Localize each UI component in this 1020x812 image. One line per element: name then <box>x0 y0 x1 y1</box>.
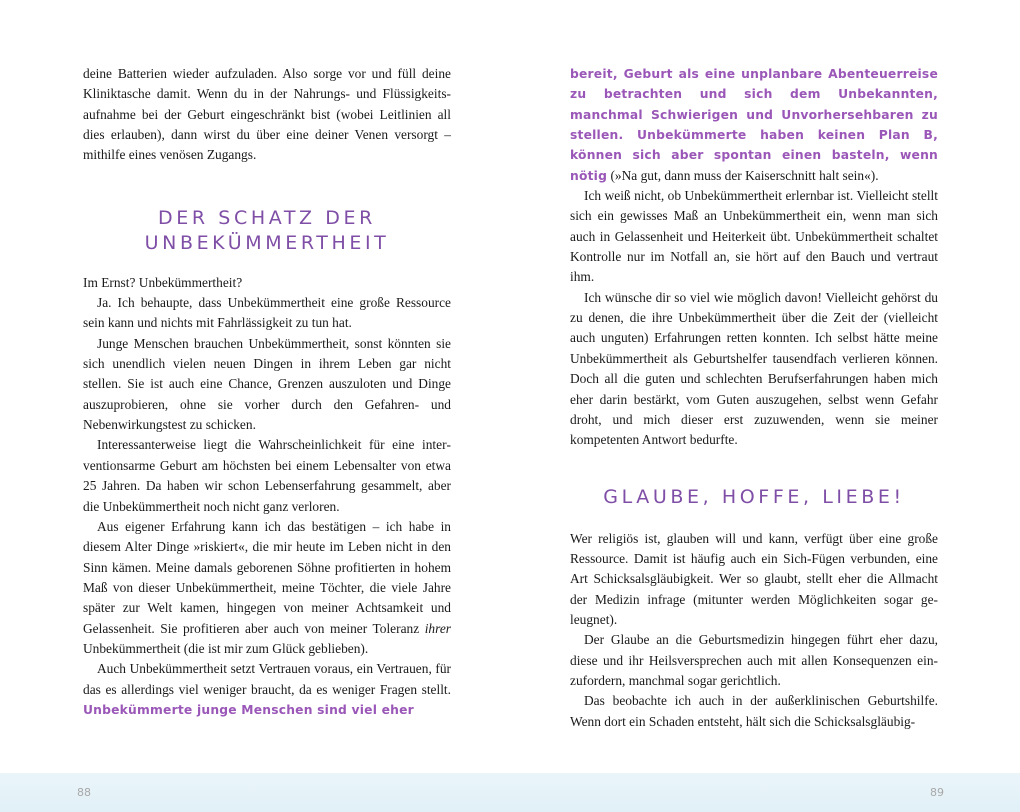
paragraph: Junge Menschen brauchen Unbekümmertheit, sonst könnten sie sich unendlich vielen neuen Dingen in ihrem Leben gar nicht stellen. Sie ist auch eine Chance, Grenzen auszuloten und Dinge auszuprobieren, ohne sie vorher durch den Gefahren- und Nebenwirkungstest zu schicken. <box>83 335 451 433</box>
paragraph-intro: deine Batterien wieder aufzuladen. Also sorge vor und füll deine Kliniktasche damit. Wenn du in der Nahrungs- und Flüssigkeitsaufnahme bei der Geburt eingeschränkt bist (wobei Leitlinien all dies erlauben), dann wirst du über eine deiner Venen versorgt – mithilfe eines venösen Zugangs. <box>83 66 451 163</box>
heading-line-1: DER SCHATZ DER <box>158 206 376 229</box>
paragraph-text: Aus eigener Erfahrung kann ich das bestätigen – ich habe in diesem Alter Dinge »riskiert«, die mir heute im Leben nicht in den Sinn kämen. Meine damals geborenen Söhne profitierten in hohem Maß von dieser Unbekümmertheit, meine Töchter, die viele Jahre später zur Welt kamen, hingegen von meiner Achtsamkeit und Gelassenheit. Sie profitieren aber auch von meiner Toleranz <box>83 518 451 636</box>
paragraph: Wer religiös ist, glauben will und kann, verfügt über eine große Ressource. Damit ist häufig auch ein Sich-Fügen verbunden, eine Art Schicksalsgläubigkeit. Wer so glaubt, stellt eher die Allmacht der Medizin infrage (mitunter werden Möglichkeiten sogar geleugnet). <box>570 530 938 627</box>
page-number-left: 88 <box>77 786 91 799</box>
highlighted-text: Unbekümmerte junge Menschen sind viel eher <box>83 702 414 717</box>
right-page <box>570 64 938 732</box>
paragraph-text-end: Unbekümmertheit (die ist mir zum Glück geblieben). <box>83 640 369 656</box>
footer-band <box>0 773 1020 812</box>
paragraph: Ich weiß nicht, ob Unbekümmertheit erlernbar ist. Vielleicht stellt sich ein gewisses Maß an Unbekümmertheit ein, wenn man sich auch in Gelassenheit und Heiterkeit übt. Unbekümmertheit schaltet Kontrolle nur im Notfall an, sie hört auf den Bauch und vertraut ihm. <box>570 188 938 285</box>
italic-word: ihrer <box>424 620 451 636</box>
paragraph-text: Auch Unbekümmertheit setzt Vertrauen voraus, ein Vertrauen, für das es allerdings viel weniger braucht, da es weniger Fragen stellt. <box>83 661 451 697</box>
paragraph: Im Ernst? Unbekümmertheit? <box>83 274 243 290</box>
paragraph-continued <box>570 64 938 186</box>
paragraph <box>83 517 451 659</box>
paragraph: Interessanterweise liegt die Wahrscheinlichkeit für eine interventionsarme Geburt am höchsten bei einem Lebensalter von etwa 25 Jahren. Da haben wir schon Lebenserfahrung gesammelt, aber die Unbekümmertheit noch nicht ganz verloren. <box>83 437 451 514</box>
left-page <box>83 64 451 720</box>
highlighted-text: bereit, Geburt als eine unplanbare Abenteuerreise zu betrachten und sich dem Unbekannten, manchmal Schwierigen und Unvorhersehbaren zu stellen. Unbekümmerte haben keinen Plan B, können sich aber spontan einen basteln, wenn nötig <box>570 67 938 183</box>
paragraph-text: (»Na gut, dann muss der Kaiserschnitt halt sein«). <box>610 167 879 183</box>
heading-line-2: UNBEKÜMMERTHEIT <box>144 231 390 254</box>
paragraph: Ich wünsche dir so viel wie möglich davon! Vielleicht gehörst du zu denen, die ihre Unbekümmertheit über die Zeit der (vielleicht auch unguten) Erfahrungen retten konnten. Ich selbst hätte meine Unbekümmertheit als Geburtshelfer tausendfach verlieren können. Doch all die guten und schlechten Berufserfahrungen haben mich eher darin bestärkt, vom Guten auszugehen, selbst wenn Gefahr droht, und mich dieser erst zuzuwenden, wenn sie meiner kompetenten Antwort bedurfte. <box>570 289 938 448</box>
page-number-right: 89 <box>930 786 944 799</box>
section-heading-unbekuemmertheit <box>83 206 451 256</box>
paragraph <box>83 659 451 720</box>
paragraph: Das beobachte ich auch in der außerklinischen Geburtshilfe. Wenn dort ein Schaden entsteht, hält sich die Schicksalsgläubig- <box>570 693 938 729</box>
section-heading-glaube: GLAUBE, HOFFE, LIEBE! <box>603 485 905 508</box>
paragraph: Ja. Ich behaupte, dass Unbekümmertheit eine große Ressource sein kann und nichts mit Fahrlässigkeit zu tun hat. <box>83 295 451 331</box>
paragraph: Der Glaube an die Geburtsmedizin hingegen führt eher dazu, diese und ihr Heilsversprechen auch mit allen Konsequenzen einzufordern, manchmal sogar gerichtlich. <box>570 632 938 688</box>
